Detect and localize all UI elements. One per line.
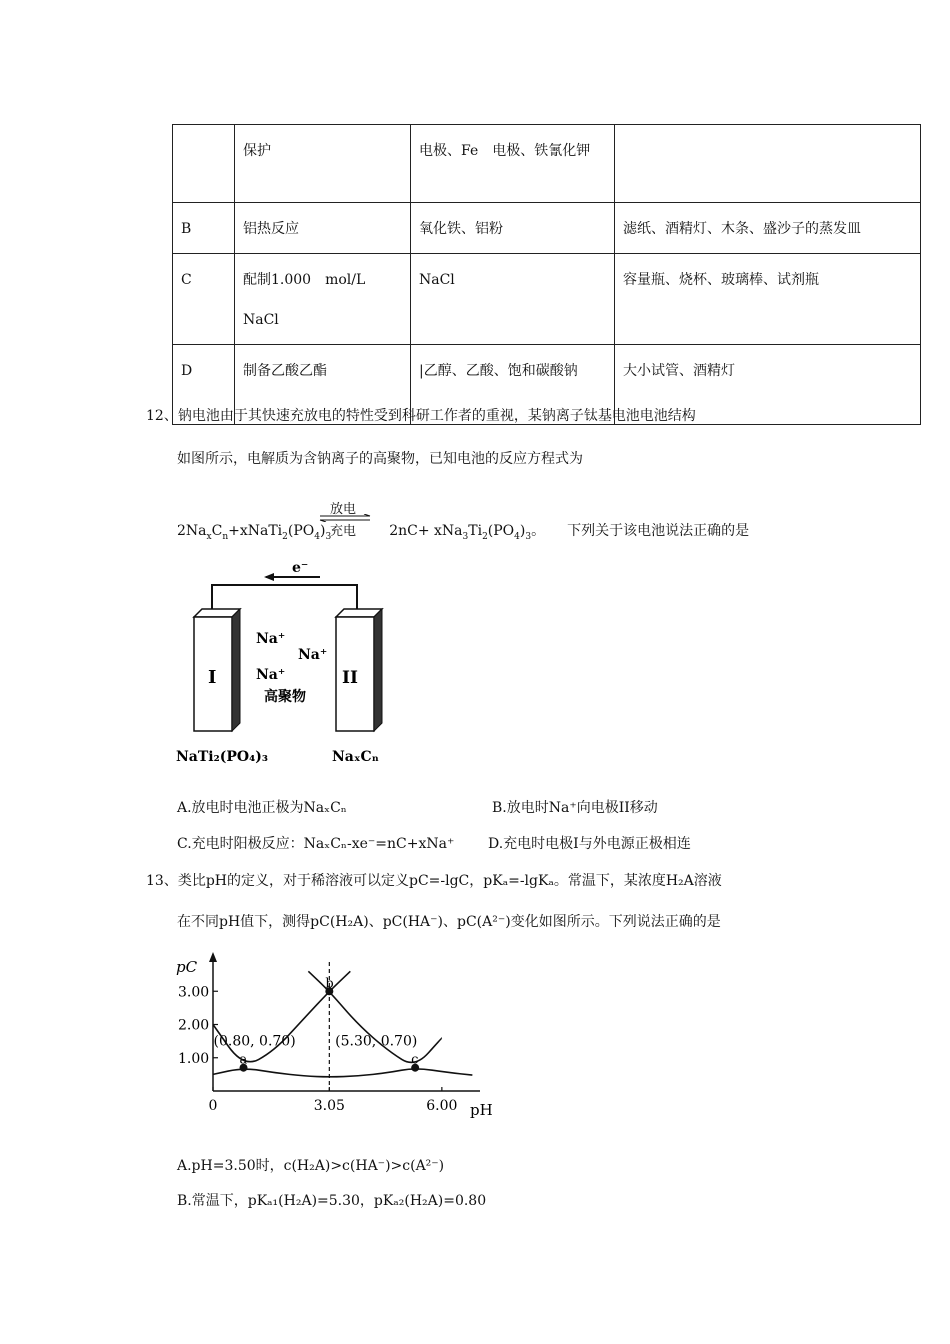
cell-label: B [173,203,235,254]
data-point-label: (0.80, 0.70) [213,1033,296,1050]
eq-tail: 下列关于该电池说法正确的是 [567,523,750,539]
q12-option-d: D.充电时电极I与外电源正极相连 [488,836,691,852]
q13-stem-line2: 在不同pH值下，测得pC(H₂A)、pC(HA⁻)、pC(A²⁻)变化如图所示。下列说法正确的是 [177,914,721,930]
cell-apparatus: 容量瓶、烧杯、玻璃棒、试剂瓶 [615,254,921,345]
q13-stem-line1: 13、类比pH的定义，对于稀溶液可以定义pC=-lgC，pKₐ=-lgKₐ。常温下，某浓度H₂A溶液 [146,873,722,889]
y-tick-label: 3.00 [178,984,210,1001]
q12-option-a: A.放电时电池正极为NaₓCₙ [177,800,347,816]
y-tick-label: 1.00 [178,1050,210,1067]
data-point-name: b [325,976,334,992]
ion-label: Na⁺ [256,667,286,683]
cell-label: D [173,345,235,425]
arrow-charge-label: 充电 [330,524,357,539]
q13-option-a: A.pH=3.50时，c(H₂A)>c(HA⁻)>c(A²⁻) [177,1158,445,1174]
electron-label: e⁻ [292,560,309,576]
q12-option-c: C.充电时阳极反应：NaₓCₙ-xe⁻=nC+xNa⁺ [177,836,455,852]
cell-reagents: 电极、Fe 电极、铁氰化钾 [411,125,615,203]
data-point-name: c [411,1052,419,1068]
y-tick-label: 2.00 [178,1017,210,1034]
x-tick-label: 3.05 [313,1098,345,1114]
cell-label [173,125,235,203]
electrode-1-label: I [208,667,217,688]
data-point-label: (5.30, 0.70) [335,1033,418,1050]
cell-reagents: 氧化铁、铝粉 [411,203,615,254]
x-tick-label: 0 [208,1098,218,1114]
cell-reagents: |乙醇、乙酸、饱和碳酸钠 [411,345,615,425]
table-row [173,254,921,345]
polymer-label: 高聚物 [264,689,306,705]
electrode-1-material: NaTi₂(PO₄)₃ [176,749,268,765]
data-point-name: a [239,1052,248,1068]
table-row [173,203,921,254]
battery-diagram [170,555,430,775]
y-axis-label: pC [176,958,198,976]
y-axis-arrow-icon [209,952,217,962]
electrode-1 [194,609,240,731]
q12-option-b: B.放电时Na⁺向电极II移动 [492,800,658,816]
x-axis-label: pH [470,1101,493,1119]
cell-experiment: 保护 [235,125,411,203]
cell-label: C [173,254,235,345]
series-line [213,1069,472,1077]
cell-apparatus: 大小试管、酒精灯 [615,345,921,425]
ion-label: Na⁺ [298,647,328,663]
cell-apparatus: 滤纸、酒精灯、木条、盛沙子的蒸发皿 [615,203,921,254]
options-table [172,124,921,425]
electrode-2-material: NaₓCₙ [332,749,379,765]
pc-ph-chart [170,950,500,1125]
cell-experiment: 配制1.000 mol/L NaCl [235,254,411,345]
cell-reagents: NaCl [411,254,615,345]
cell-experiment: 铝热反应 [235,203,411,254]
x-tick-label: 6.00 [426,1098,458,1114]
ion-label: Na⁺ [256,631,286,647]
electrode-2 [336,609,382,731]
reaction-arrows [318,498,372,538]
arrow-discharge-label: 放电 [330,502,357,517]
q12-equation: $2Na_xC_n+xNaTi_2(PO_4)_3$ $2nC+ xNa_3Ti_2(PO_4)_3$。 下列关于该电池说法正确的是 [177,523,750,542]
q13-option-b: B.常温下，pKₐ₁(H₂A)=5.30，pKₐ₂(H₂A)=0.80 [177,1193,487,1209]
q12-stem-line2: 如图所示，电解质为含钠离子的高聚物，已知电池的反应方程式为 [177,451,583,467]
q12-stem-line1: 12、钠电池由于其快速充放电的特性受到科研工作者的重视，某钠离子钛基电池电池结构 [146,408,696,424]
cell-apparatus [615,125,921,203]
eq-left: 2Na [177,523,207,539]
cell-experiment: 制备乙酸乙酯 [235,345,411,425]
table-row [173,125,921,203]
electrode-2-label: II [342,668,358,688]
